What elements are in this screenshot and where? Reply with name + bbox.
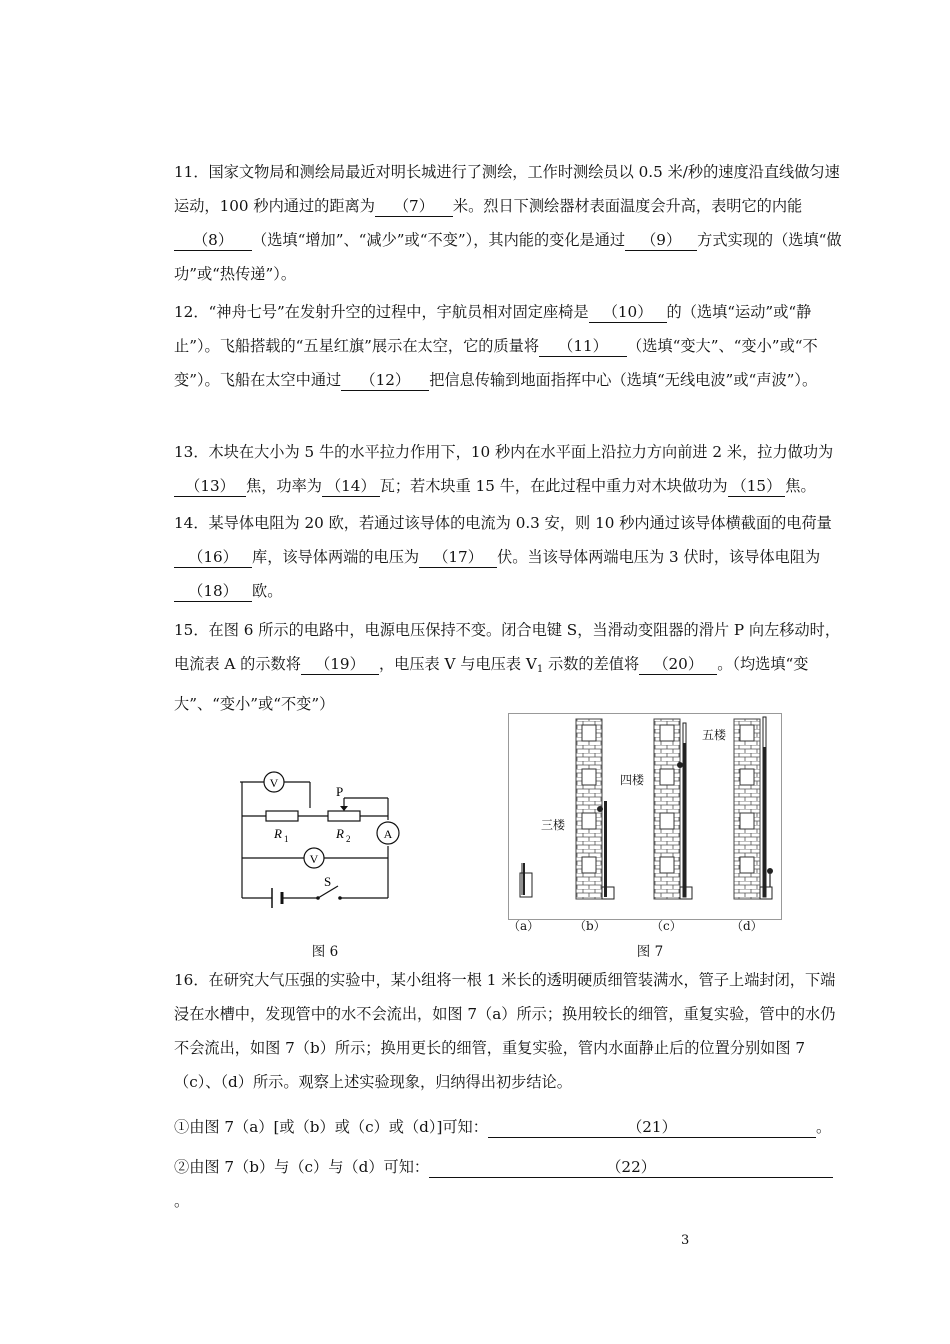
q13-text-3: 瓦；若木块重 15 牛，在此过程中重力对木块做功为	[379, 477, 728, 495]
q15-text-4: 。（均选填“变大”、“变小”或“不变”）	[174, 655, 809, 713]
q12-text-4: 把信息传输到地面指挥中心（选填“无线电波”或“声波”）。	[429, 371, 818, 389]
r2-subscript: 2	[346, 834, 351, 844]
panel-label-a: （a）	[508, 919, 540, 933]
q13-text-4: 焦。	[785, 477, 816, 495]
q14-text-3: 伏。当该导体两端电压为 3 伏时，该导体电阻为	[497, 548, 821, 566]
figure-6-caption: 图 6	[311, 944, 339, 960]
a-meter-label: A	[383, 827, 393, 841]
q16-s1-prefix: ①由图 7（a）[或（b）或（c）或（d）]可知：	[174, 1118, 488, 1136]
blank-7[interactable]: （7）	[375, 196, 453, 217]
v-meter-label: V	[309, 852, 319, 866]
blank-17[interactable]: （17）	[419, 547, 497, 568]
page-number: 3	[681, 1233, 690, 1248]
q11-text-3: （选填“增加”、“减少”或“不变”），其内能的变化是通过	[252, 231, 626, 249]
resistor-r1	[266, 811, 298, 821]
q11-text-1: 11．国家文物局和测绘局最近对明长城进行了测绘，工作时测绘员以 0.5 米/秒的速度沿直线做匀速运动，100 秒内通过的距离为	[174, 163, 840, 215]
q16-text: 16．在研究大气压强的实验中，某小组将一根 1 米长的透明硬质细管装满水，管子上端封闭，下端浸在水槽中，发现管中的水不会流出，如图 7（a）所示；换用较长的细管，重复实验，管中的水仍不会流出，如图 7（b）所示；换用更长的细管，重复实验，管内水面静止后的位置分别如图 7（c）、（d）所示。观察上述实验现象，归纳得出初步结论。	[174, 971, 836, 1091]
circuit-diagram	[230, 760, 410, 920]
q13-text-2: 焦，功率为	[246, 477, 322, 495]
panel-label-b: （b）	[574, 919, 606, 933]
floor-label-4: 四楼	[620, 773, 645, 787]
q11-text-4: 方式实现的（选填“做功”或“热传递”）。	[174, 231, 842, 283]
q16-s1-end: 。	[815, 1118, 832, 1136]
switch-s-label: S	[324, 874, 332, 889]
v1-meter-label: V	[269, 776, 279, 790]
panel-label-c: （c）	[651, 919, 682, 933]
blank-13[interactable]: （13）	[174, 476, 246, 497]
slider-p-label: P	[336, 784, 344, 799]
q16-subquestion-2	[144, 1150, 842, 1218]
blank-19[interactable]: （19）	[301, 654, 379, 675]
blank-14[interactable]: （14）	[322, 476, 380, 497]
question-12	[144, 295, 842, 397]
blank-9[interactable]: （9）	[625, 230, 697, 251]
q14-text-1: 14．某导体电阻为 20 欧，若通过该导体的电流为 0.3 安，则 10 秒内通过该导体横截面的电荷量	[174, 514, 832, 532]
question-16	[144, 963, 842, 1099]
blank-11[interactable]: （11）	[539, 336, 627, 357]
q15-text-1: 15．在图 6 所示的电路中，电源电压保持不变。闭合电键 S，当滑动变阻器的滑片 P 向左移动时，电流表 A 的示数将	[174, 621, 841, 673]
r2-label: R	[336, 826, 344, 841]
floor-label-5: 五楼	[702, 728, 727, 742]
question-15	[144, 613, 842, 721]
q14-text-4: 欧。	[252, 582, 283, 600]
q12-text-2: 的（选填“运动”或“静止”）。飞船搭载的“五星红旗”展示在太空，它的质量将	[174, 303, 812, 355]
q16-s2-end: 。	[174, 1192, 190, 1210]
q15-text-2: ，电压表 V 与电压表 V	[378, 655, 537, 673]
q16-subquestion-1	[144, 1110, 842, 1144]
resistor-r2	[328, 811, 360, 821]
blank-8[interactable]: （8）	[174, 230, 252, 251]
question-11	[144, 155, 842, 291]
blank-10[interactable]: （10）	[589, 302, 667, 323]
q14-text-2: 库，该导体两端的电压为	[252, 548, 420, 566]
floor-label-3: 三楼	[541, 818, 566, 832]
panel-label-d: （d）	[731, 919, 763, 933]
blank-20[interactable]: （20）	[639, 654, 717, 675]
question-13	[144, 435, 842, 503]
q15-text-3: 示数的差值将	[543, 655, 640, 673]
blank-15[interactable]: （15）	[728, 476, 786, 497]
q12-text-3: （选填“变大”、“变小”或“不变”）。飞船在太空中通过	[174, 337, 818, 389]
r1-subscript: 1	[284, 834, 289, 844]
q11-text-2: 米。烈日下测绘器材表面温度会升高，表明它的内能	[452, 197, 803, 215]
q12-text-1: 12．“神舟七号”在发射升空的过程中，宇航员相对固定座椅是	[174, 303, 589, 321]
q16-s2-prefix: ②由图 7（b）与（c）与（d）可知：	[174, 1158, 430, 1176]
q13-text-1: 13．木块在大小为 5 牛的水平拉力作用下，10 秒内在水平面上沿拉力方向前进 2 米，拉力做功为	[174, 443, 834, 461]
blank-12[interactable]: （12）	[341, 370, 429, 391]
blank-18[interactable]: （18）	[174, 581, 252, 602]
blank-21[interactable]: （21）	[488, 1117, 816, 1138]
blank-16[interactable]: （16）	[174, 547, 252, 568]
v1-subscript: 1	[536, 664, 544, 675]
r1-label: R	[274, 826, 282, 841]
blank-22[interactable]: （22）	[429, 1157, 833, 1178]
tube-b	[604, 801, 607, 897]
figure-7-caption: 图 7	[636, 944, 664, 960]
question-14	[144, 506, 842, 608]
